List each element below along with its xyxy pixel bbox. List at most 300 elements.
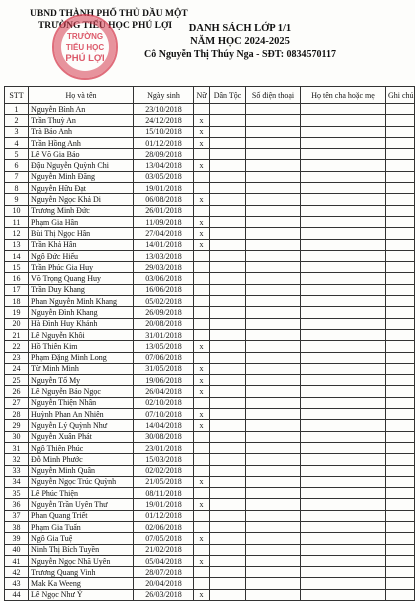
female-mark: x [194, 555, 210, 566]
female-mark: x [194, 160, 210, 171]
student-name: Phạm Gia Tuấn [29, 521, 134, 532]
table-header-row [5, 87, 415, 104]
student-name: Ngô Đức Hiếu [29, 250, 134, 261]
phone-cell [246, 420, 301, 431]
row-stt: 43 [5, 578, 29, 589]
row-stt: 21 [5, 329, 29, 340]
table-row [5, 183, 415, 194]
row-stt: 39 [5, 533, 29, 544]
parent-name-cell [301, 420, 386, 431]
phone-cell [246, 476, 301, 487]
parent-name-cell [301, 104, 386, 115]
phone-cell [246, 589, 301, 600]
birth-date: 26/03/2018 [134, 589, 194, 600]
ethnicity-cell [210, 567, 246, 578]
female-mark [194, 442, 210, 453]
ethnicity-cell [210, 488, 246, 499]
row-stt: 1 [5, 104, 29, 115]
ethnicity-cell [210, 386, 246, 397]
row-stt: 38 [5, 521, 29, 532]
row-stt: 2 [5, 115, 29, 126]
notes-cell [386, 228, 415, 239]
notes-cell [386, 363, 415, 374]
row-stt: 35 [5, 488, 29, 499]
row-stt: 3 [5, 126, 29, 137]
table-row [5, 104, 415, 115]
table-row [5, 363, 415, 374]
parent-name-cell [301, 465, 386, 476]
student-name: Đậu Nguyễn Quỳnh Chi [29, 160, 134, 171]
birth-date: 03/05/2018 [134, 171, 194, 182]
ethnicity-cell [210, 431, 246, 442]
phone-cell [246, 171, 301, 182]
col-header-name: Họ và tên [29, 87, 134, 104]
table-row [5, 386, 415, 397]
phone-cell [246, 533, 301, 544]
row-stt: 12 [5, 228, 29, 239]
student-name: Phan Nguyễn Minh Khang [29, 296, 134, 307]
notes-cell [386, 510, 415, 521]
student-name: Lê Phúc Thiện [29, 488, 134, 499]
birth-date: 02/06/2018 [134, 521, 194, 532]
row-stt: 6 [5, 160, 29, 171]
table-row [5, 160, 415, 171]
birth-date: 11/09/2018 [134, 216, 194, 227]
notes-cell [386, 307, 415, 318]
table-row [5, 149, 415, 160]
ethnicity-cell [210, 329, 246, 340]
female-mark [194, 307, 210, 318]
female-mark [194, 510, 210, 521]
row-stt: 27 [5, 397, 29, 408]
student-name: Nguyễn Minh Quân [29, 465, 134, 476]
row-stt: 26 [5, 386, 29, 397]
student-name: Nguyễn Ngọc Trúc Quỳnh [29, 476, 134, 487]
table-row [5, 409, 415, 420]
table-row [5, 476, 415, 487]
row-stt: 41 [5, 555, 29, 566]
birth-date: 13/03/2018 [134, 250, 194, 261]
notes-cell [386, 341, 415, 352]
phone-cell [246, 126, 301, 137]
phone-cell [246, 555, 301, 566]
student-name: Lê Ngọc Như Ý [29, 589, 134, 600]
table-row [5, 454, 415, 465]
table-row [5, 307, 415, 318]
notes-cell [386, 137, 415, 148]
table-row [5, 442, 415, 453]
phone-cell [246, 318, 301, 329]
birth-date: 26/01/2018 [134, 205, 194, 216]
parent-name-cell [301, 488, 386, 499]
row-stt: 4 [5, 137, 29, 148]
parent-name-cell [301, 578, 386, 589]
table-row [5, 205, 415, 216]
table-row [5, 465, 415, 476]
phone-cell [246, 375, 301, 386]
birth-date: 19/06/2018 [134, 375, 194, 386]
ethnicity-cell [210, 555, 246, 566]
birth-date: 13/04/2018 [134, 160, 194, 171]
school-seal-stamp [52, 14, 118, 80]
birth-date: 31/01/2018 [134, 329, 194, 340]
notes-cell [386, 262, 415, 273]
birth-date: 26/09/2018 [134, 307, 194, 318]
female-mark [194, 578, 210, 589]
ethnicity-cell [210, 228, 246, 239]
student-name: Nguyễn Ngọc Khả Di [29, 194, 134, 205]
female-mark [194, 567, 210, 578]
table-row [5, 589, 415, 600]
agency-name: UBND THÀNH PHỐ THỦ DẦU MỘT [30, 9, 188, 19]
phone-cell [246, 137, 301, 148]
student-name: Võ Trọng Quang Huy [29, 273, 134, 284]
student-name: Trà Bảo Anh [29, 126, 134, 137]
notes-cell [386, 544, 415, 555]
col-header-parent: Họ tên cha hoặc mẹ [301, 87, 386, 104]
student-name: Ninh Thị Bích Tuyền [29, 544, 134, 555]
parent-name-cell [301, 228, 386, 239]
student-name: Lê Võ Gia Bảo [29, 149, 134, 160]
table-row [5, 510, 415, 521]
birth-date: 31/05/2018 [134, 363, 194, 374]
ethnicity-cell [210, 262, 246, 273]
birth-date: 21/05/2018 [134, 476, 194, 487]
birth-date: 21/02/2018 [134, 544, 194, 555]
notes-cell [386, 488, 415, 499]
ethnicity-cell [210, 476, 246, 487]
parent-name-cell [301, 307, 386, 318]
student-name: Lê Nguyễn Bảo Ngọc [29, 386, 134, 397]
birth-date: 08/11/2018 [134, 488, 194, 499]
birth-date: 26/04/2018 [134, 386, 194, 397]
female-mark [194, 284, 210, 295]
notes-cell [386, 126, 415, 137]
table-row [5, 318, 415, 329]
list-title: DANH SÁCH LỚP 1/1 [188, 23, 292, 34]
notes-cell [386, 171, 415, 182]
table-row [5, 329, 415, 340]
student-name: Nguyễn Trần Uyên Thư [29, 499, 134, 510]
notes-cell [386, 183, 415, 194]
col-header-notes: Ghi chú [386, 87, 415, 104]
female-mark: x [194, 589, 210, 600]
female-mark [194, 250, 210, 261]
student-name: Trần Duy Khang [29, 284, 134, 295]
ethnicity-cell [210, 510, 246, 521]
phone-cell [246, 239, 301, 250]
parent-name-cell [301, 555, 386, 566]
table-row [5, 239, 415, 250]
row-stt: 37 [5, 510, 29, 521]
notes-cell [386, 239, 415, 250]
phone-cell [246, 363, 301, 374]
ethnicity-cell [210, 589, 246, 600]
phone-cell [246, 544, 301, 555]
birth-date: 23/01/2018 [134, 442, 194, 453]
phone-cell [246, 183, 301, 194]
female-mark: x [194, 499, 210, 510]
notes-cell [386, 386, 415, 397]
ethnicity-cell [210, 273, 246, 284]
notes-cell [386, 476, 415, 487]
notes-cell [386, 555, 415, 566]
birth-date: 01/12/2018 [134, 510, 194, 521]
female-mark [194, 149, 210, 160]
row-stt: 13 [5, 239, 29, 250]
ethnicity-cell [210, 307, 246, 318]
parent-name-cell [301, 239, 386, 250]
table-row [5, 115, 415, 126]
student-name: Nguyễn Tố My [29, 375, 134, 386]
female-mark [194, 171, 210, 182]
ethnicity-cell [210, 578, 246, 589]
ethnicity-cell [210, 318, 246, 329]
seal-line-2: TIỂU HỌC [65, 42, 105, 52]
row-stt: 8 [5, 183, 29, 194]
birth-date: 14/04/2018 [134, 420, 194, 431]
parent-name-cell [301, 171, 386, 182]
parent-name-cell [301, 137, 386, 148]
student-name: Trương Minh Đức [29, 205, 134, 216]
student-name: Trương Quang Vinh [29, 567, 134, 578]
student-name: Ngô Thiên Phúc [29, 442, 134, 453]
female-mark [194, 205, 210, 216]
parent-name-cell [301, 567, 386, 578]
school-name: TRƯỜNG TIỂU HỌC PHÚ LỢI [37, 21, 173, 31]
table-row [5, 228, 415, 239]
table-row [5, 284, 415, 295]
female-mark [194, 488, 210, 499]
parent-name-cell [301, 160, 386, 171]
parent-name-cell [301, 454, 386, 465]
student-name: Nguyễn Hữu Đạt [29, 183, 134, 194]
row-stt: 44 [5, 589, 29, 600]
row-stt: 18 [5, 296, 29, 307]
ethnicity-cell [210, 296, 246, 307]
parent-name-cell [301, 296, 386, 307]
parent-name-cell [301, 476, 386, 487]
student-name: Trần Thuỳ An [29, 115, 134, 126]
col-header-stt: STT [5, 87, 29, 104]
student-name: Phạm Đặng Minh Long [29, 352, 134, 363]
birth-date: 15/10/2018 [134, 126, 194, 137]
notes-cell [386, 250, 415, 261]
table-row [5, 420, 415, 431]
notes-cell [386, 589, 415, 600]
row-stt: 34 [5, 476, 29, 487]
ethnicity-cell [210, 533, 246, 544]
row-stt: 29 [5, 420, 29, 431]
birth-date: 07/10/2018 [134, 409, 194, 420]
phone-cell [246, 250, 301, 261]
student-name: Nguyễn Lý Quỳnh Như [29, 420, 134, 431]
class-roster-table [4, 86, 415, 601]
notes-cell [386, 149, 415, 160]
birth-date: 19/01/2018 [134, 183, 194, 194]
teacher-info: Cô Nguyễn Thị Thúy Nga - SĐT: 0834570117 [144, 49, 336, 60]
parent-name-cell [301, 194, 386, 205]
phone-cell [246, 205, 301, 216]
female-mark: x [194, 115, 210, 126]
table-body [5, 104, 415, 601]
row-stt: 32 [5, 454, 29, 465]
row-stt: 22 [5, 341, 29, 352]
birth-date: 07/05/2018 [134, 533, 194, 544]
seal-line-3: PHÚ LỢI [65, 52, 105, 64]
table-row [5, 431, 415, 442]
notes-cell [386, 296, 415, 307]
notes-cell [386, 329, 415, 340]
female-mark: x [194, 239, 210, 250]
student-name: Trần Hồng Anh [29, 137, 134, 148]
phone-cell [246, 228, 301, 239]
parent-name-cell [301, 375, 386, 386]
notes-cell [386, 442, 415, 453]
table-row [5, 488, 415, 499]
phone-cell [246, 521, 301, 532]
female-mark [194, 352, 210, 363]
parent-name-cell [301, 363, 386, 374]
phone-cell [246, 409, 301, 420]
notes-cell [386, 409, 415, 420]
phone-cell [246, 386, 301, 397]
ethnicity-cell [210, 544, 246, 555]
col-header-ethnicity: Dân Tộc [210, 87, 246, 104]
notes-cell [386, 216, 415, 227]
ethnicity-cell [210, 521, 246, 532]
ethnicity-cell [210, 363, 246, 374]
ethnicity-cell [210, 137, 246, 148]
birth-date: 15/03/2018 [134, 454, 194, 465]
row-stt: 36 [5, 499, 29, 510]
row-stt: 7 [5, 171, 29, 182]
notes-cell [386, 521, 415, 532]
birth-date: 28/07/2018 [134, 567, 194, 578]
female-mark [194, 521, 210, 532]
phone-cell [246, 284, 301, 295]
female-mark [194, 465, 210, 476]
student-name: Ngô Gia Tuệ [29, 533, 134, 544]
student-name: Nguyễn Ngọc Nhã Uyên [29, 555, 134, 566]
female-mark: x [194, 194, 210, 205]
row-stt: 10 [5, 205, 29, 216]
birth-date: 16/06/2018 [134, 284, 194, 295]
ethnicity-cell [210, 409, 246, 420]
birth-date: 03/06/2018 [134, 273, 194, 284]
phone-cell [246, 216, 301, 227]
table-row [5, 578, 415, 589]
table-row [5, 296, 415, 307]
phone-cell [246, 307, 301, 318]
female-mark [194, 397, 210, 408]
row-stt: 20 [5, 318, 29, 329]
parent-name-cell [301, 115, 386, 126]
table-row [5, 137, 415, 148]
parent-name-cell [301, 521, 386, 532]
notes-cell [386, 431, 415, 442]
parent-name-cell [301, 262, 386, 273]
phone-cell [246, 160, 301, 171]
female-mark [194, 262, 210, 273]
student-name: Phan Quang Triết [29, 510, 134, 521]
student-name: Nguyễn Đình Khang [29, 307, 134, 318]
student-name: Lê Nguyễn Khôi [29, 329, 134, 340]
row-stt: 9 [5, 194, 29, 205]
notes-cell [386, 115, 415, 126]
notes-cell [386, 578, 415, 589]
ethnicity-cell [210, 250, 246, 261]
col-header-female: Nữ [194, 87, 210, 104]
row-stt: 31 [5, 442, 29, 453]
notes-cell [386, 194, 415, 205]
notes-cell [386, 273, 415, 284]
phone-cell [246, 567, 301, 578]
birth-date: 28/09/2018 [134, 149, 194, 160]
parent-name-cell [301, 352, 386, 363]
birth-date: 13/05/2018 [134, 341, 194, 352]
notes-cell [386, 420, 415, 431]
parent-name-cell [301, 318, 386, 329]
parent-name-cell [301, 409, 386, 420]
notes-cell [386, 533, 415, 544]
row-stt: 16 [5, 273, 29, 284]
ethnicity-cell [210, 284, 246, 295]
ethnicity-cell [210, 465, 246, 476]
female-mark: x [194, 126, 210, 137]
ethnicity-cell [210, 205, 246, 216]
female-mark [194, 454, 210, 465]
table-row [5, 521, 415, 532]
row-stt: 33 [5, 465, 29, 476]
phone-cell [246, 296, 301, 307]
table-row [5, 262, 415, 273]
notes-cell [386, 352, 415, 363]
female-mark [194, 431, 210, 442]
ethnicity-cell [210, 183, 246, 194]
female-mark [194, 104, 210, 115]
birth-date: 05/02/2018 [134, 296, 194, 307]
female-mark [194, 329, 210, 340]
female-mark [194, 544, 210, 555]
ethnicity-cell [210, 341, 246, 352]
birth-date: 02/10/2018 [134, 397, 194, 408]
female-mark [194, 296, 210, 307]
phone-cell [246, 499, 301, 510]
female-mark: x [194, 420, 210, 431]
birth-date: 29/03/2018 [134, 262, 194, 273]
row-stt: 28 [5, 409, 29, 420]
phone-cell [246, 352, 301, 363]
row-stt: 24 [5, 363, 29, 374]
student-name: Đỗ Minh Phước [29, 454, 134, 465]
col-header-phone: Số điện thoại [246, 87, 301, 104]
female-mark: x [194, 137, 210, 148]
notes-cell [386, 454, 415, 465]
notes-cell [386, 160, 415, 171]
row-stt: 19 [5, 307, 29, 318]
notes-cell [386, 318, 415, 329]
birth-date: 20/04/2018 [134, 578, 194, 589]
parent-name-cell [301, 126, 386, 137]
ethnicity-cell [210, 104, 246, 115]
table-row [5, 544, 415, 555]
parent-name-cell [301, 397, 386, 408]
parent-name-cell [301, 250, 386, 261]
phone-cell [246, 510, 301, 521]
row-stt: 17 [5, 284, 29, 295]
ethnicity-cell [210, 160, 246, 171]
